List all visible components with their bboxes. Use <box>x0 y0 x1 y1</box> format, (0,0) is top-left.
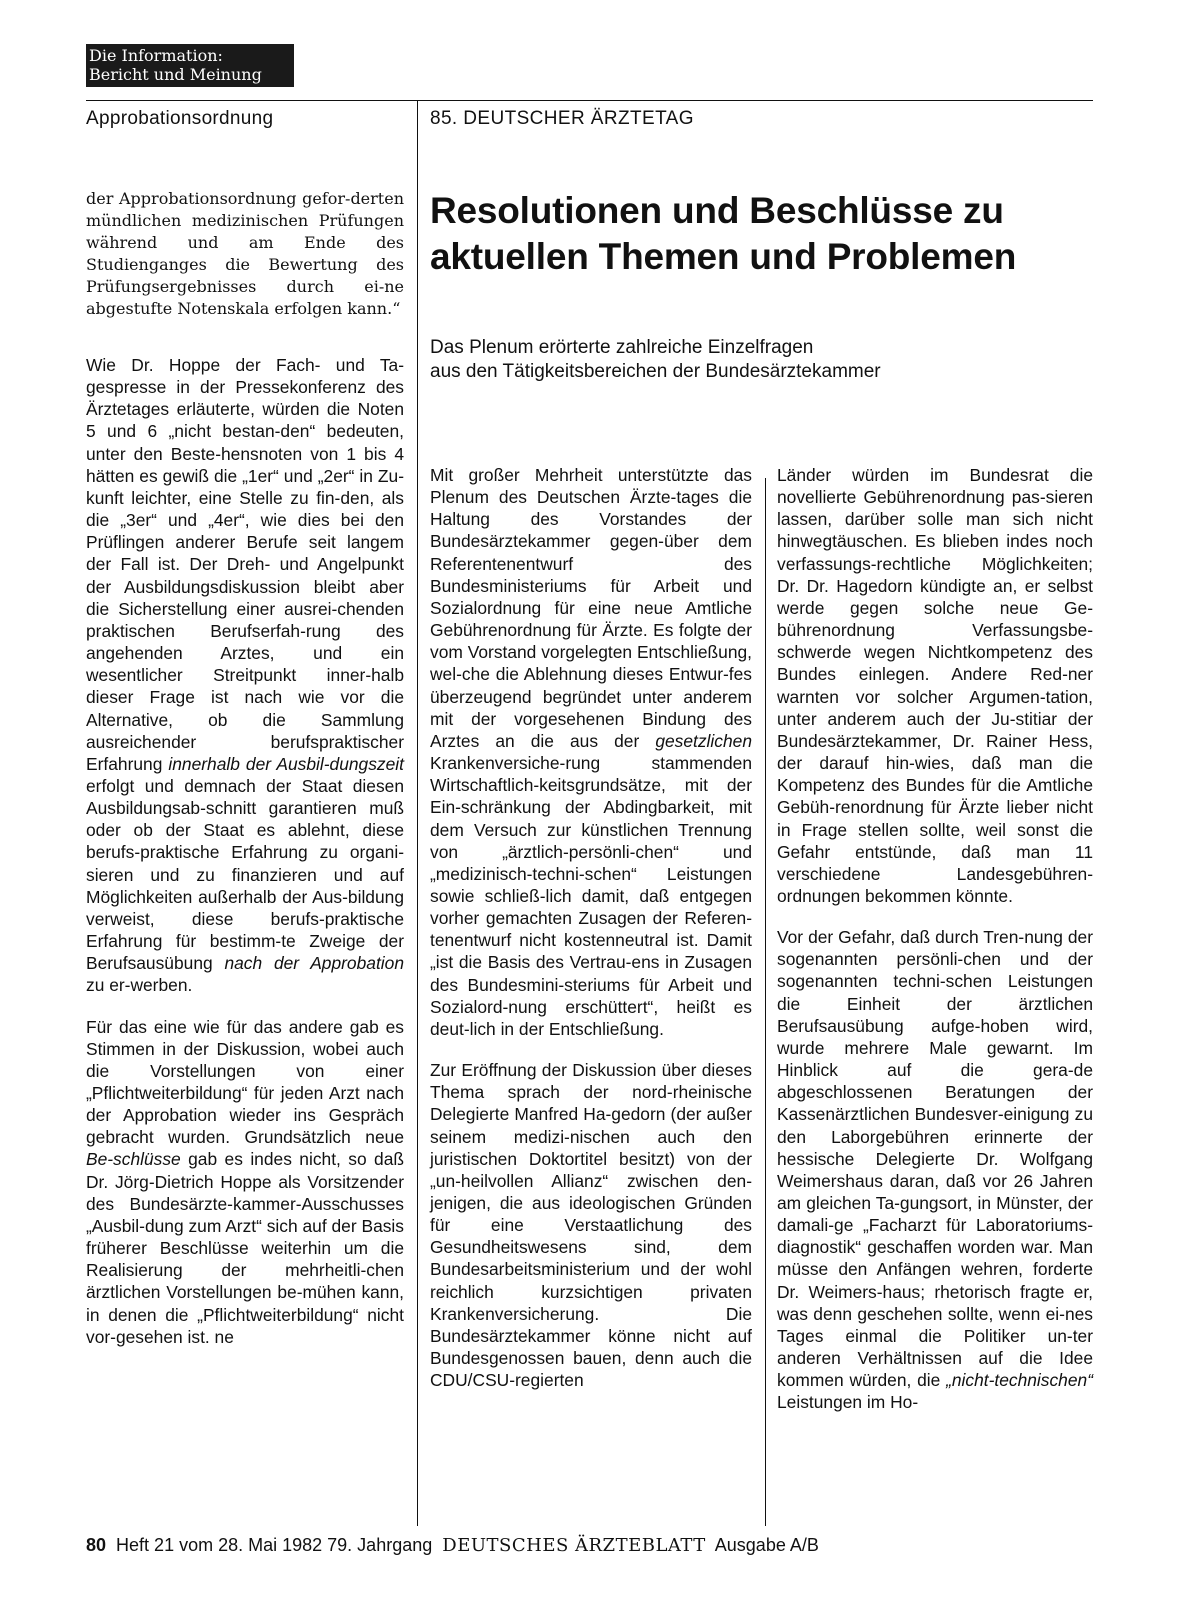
emphasis: nach der Approbation <box>224 953 404 974</box>
text-run: Krankenversiche-rung stammenden Wirtschaftlich-keitsgrundsätze, mit der Ein-schränkung der Abdingbarkeit, mit dem Versuch zur künstlichen Trennung von „ärztlich-persönli-chen“ und „medizinisch-techni-schen“ Leistungen sowie schließ-lich damit, daß entgegen vorher gemachten Zusagen der Referen-tenentwurf nicht kostenneutral ist. Damit „ist die Basis des Vertrau-ens in Zusagen des Bundesmini-steriums für Arbeit und Sozialord-nung erschüttert“, heißt es deut-lich in der Entschließung. <box>430 753 752 1039</box>
badge-line-2: Bericht und Meinung <box>89 65 262 84</box>
edition: Ausgabe A/B <box>714 1535 819 1555</box>
badge-line-1: Die Information: <box>89 46 223 65</box>
headline-line-1: Resolutionen und Beschlüsse zu <box>430 190 1004 231</box>
emphasis: innerhalb der Ausbil-dungszeit <box>168 753 404 774</box>
section-label-left: Approbationsordnung <box>86 108 274 129</box>
masthead: DEUTSCHES ÄRZTEBLATT <box>442 1535 706 1556</box>
column-divider-secondary <box>765 478 766 1526</box>
quote-paragraph: der Approbationsordnung gefor-derten mündlichen medizinischen Prüfungen während und am Ende des Studienganges die Bewertung des Prüfungsergebnisses durch ei-ne abgestufte Notenskala erfolgen kann.“ <box>86 189 404 318</box>
paragraph: Zur Eröffnung der Diskussion über dieses Thema sprach der nord-rheinische Delegierte Manfred Ha-gedorn (der außer seinem medizi-nischen auch den juristischen Doktortitel besitzt) von der „un-heilvollen Allianz“ zwischen den-jenigen, die aus ideologischen Gründen für eine Verstaatlichung des Gesundheitswesens sind, dem Bundesarbeitsministerium und der wohl reichlich kurzsichtigen privaten Krankenversicherung. Die Bundesärztekammer könne nicht auf Bundesgenossen bauen, denn auch die CDU/CSU-regierten <box>430 1060 752 1391</box>
section-badge <box>86 44 294 87</box>
emphasis: „nicht-technischen“ <box>946 1370 1093 1391</box>
paragraph <box>86 1016 404 1348</box>
text-run: zu er-werben. <box>86 975 193 996</box>
quote-continuation <box>86 188 404 320</box>
text-run: erfolgt und demnach der Staat diesen Ausbildungsab-schnitt garantieren muß oder ob der Staat es ablehnt, diese berufs-praktische Erfahrung zu organi-sieren und zu finanzieren und auf Möglichkeiten außerhalb der Aus-bildung verweist, diese berufs-praktische Erfahrung für bestimm-te Zweige der Berufsausübung <box>86 775 404 974</box>
column-divider-main <box>417 101 418 1526</box>
subhead-line-2: aus den Tätigkeitsbereichen der Bundesärztekammer <box>430 361 881 382</box>
text-run: Wie Dr. Hoppe der Fach- und Ta-gespresse in der Pressekonferenz des Ärztetages erläuterte, würden die Noten 5 und 6 „nicht bestan-den“ bedeuten, unter den Beste-hensnoten von 1 bis 4 hätten es gewiß die „1er“ und „2er“ in Zu-kunft leichter, eine Stelle zu fin-den, als die „3er“ und „4er“, wie dies bei den Prüflingen anderer Berufe seit langem der Fall ist. Der Dreh- und Angelpunkt der Ausbildungsdiskussion bleibt aber die Sicherstellung einer ausrei-chenden praktischen Berufserfah-rung des angehenden Arztes, und ein wesentlicher Streitpunkt inner-halb dieser Frage ist nach wie vor die Alternative, ob die Sammlung ausreichender berufspraktischer Erfahrung <box>86 355 404 774</box>
emphasis: gesetzlichen <box>655 730 752 751</box>
text-run: gab es indes nicht, so daß Dr. Jörg-Dietrich Hoppe als Vorsitzender des Bundesärzte-kammer-Ausschusses „Ausbil-dung zum Arzt“ sich auf der Basis früherer Beschlüsse weiterhin um die Realisierung der mehrheitli-chen ärztlichen Vorstellungen be-mühen kann, in denen die „Pflichtweiterbildung“ nicht vor-gesehen ist. ne <box>86 1149 404 1347</box>
text-run: Für das eine wie für das andere gab es Stimmen in der Diskussion, wobei auch die Vorstellungen von einer „Pflichtweiterbildung“ für jeden Arzt nach der Approbation wieder ins Gespräch gebracht wurden. Grundsätzlich neue <box>86 1016 404 1148</box>
top-rule <box>86 100 1093 101</box>
subhead-line-1: Das Plenum erörterte zahlreiche Einzelfragen <box>430 337 814 358</box>
column-left <box>86 354 404 1367</box>
paragraph <box>86 354 404 997</box>
column-middle <box>430 464 752 1410</box>
section-label-right: 85. DEUTSCHER ÄRZTETAG <box>430 108 694 129</box>
paragraph: Länder würden im Bundesrat die novellierte Gebührenordnung pas-sieren lassen, darüber solle man sich nicht hinwegtäuschen. Es blieben indes noch verfassungs-rechtliche Möglichkeiten; Dr. Dr. Hagedorn kündigte an, er selbst werde gegen solche neue Ge-bührenordnung Verfassungsbe-schwerde wegen Nichtkompetenz des Bundes einlegen. Andere Red-ner warnten vor solcher Argumen-tation, unter anderem auch der Ju-stitiar der Bundesärztekammer, Dr. Rainer Hess, der darauf hin-wies, daß man die Kompetenz des Bundes für die Amtliche Gebüh-renordnung für Ärzte lieber nicht in Frage stellen sollte, weil sonst die Gefahr entstünde, daß man 11 verschiedene Landesgebühren-ordnungen bekommen könnte. <box>777 465 1093 906</box>
column-right <box>777 464 1093 1433</box>
paragraph <box>777 926 1093 1413</box>
headline-line-2: aktuellen Themen und Problemen <box>430 236 1017 277</box>
page-number: 80 <box>86 1535 107 1555</box>
paragraph <box>430 464 752 1040</box>
text-run: Leistungen im Ho- <box>777 1392 919 1413</box>
page-footer <box>86 1535 819 1556</box>
emphasis: Be-schlüsse <box>86 1149 181 1170</box>
text-run: Vor der Gefahr, daß durch Tren-nung der sogenannten persönli-chen und der sogenannten techni-schen Leistungen die Einheit der ärztlichen Berufsausübung aufge-hoben wird, wurde mehrere Male gewarnt. Im Hinblick auf die gera-de abgeschlossenen Beratungen der Kassenärztlichen Bundesver-einigung zu den Laborgebühren erinnerte der hessische Delegierte Dr. Wolfgang Weimershaus daran, daß vor 26 Jahren am gleichen Ta-gungsort, in Münster, der damali-ge „Facharzt für Laboratoriums-diagnostik“ geschaffen worden war. Man müsse den Anfängen wehren, forderte Dr. Weimers-haus; rhetorisch fragte er, was denn geschehen sollte, wenn ei-nes Tages einmal die Politiker un-ter anderen Verhältnissen auf die Idee kommen würden, die <box>777 927 1093 1391</box>
article-subhead <box>430 336 1090 384</box>
issue-info: Heft 21 vom 28. Mai 1982 79. Jahrgang <box>116 1535 433 1555</box>
text-run: Mit großer Mehrheit unterstützte das Plenum des Deutschen Ärzte-tages die Haltung des Vorstandes der Bundesärztekammer gegen-über dem Referentenentwurf des Bundesministeriums für Arbeit und Sozialordnung für eine neue Amtliche Gebührenordnung für Ärzte. Es folgte der vom Vorstand vorgelegten Entschließung, wel-che die Ablehnung dieses Entwur-fes überzeugend begründet unter anderem mit der vorgesehenen Bindung des Arztes an die aus der <box>430 465 752 751</box>
article-headline <box>430 188 1090 280</box>
